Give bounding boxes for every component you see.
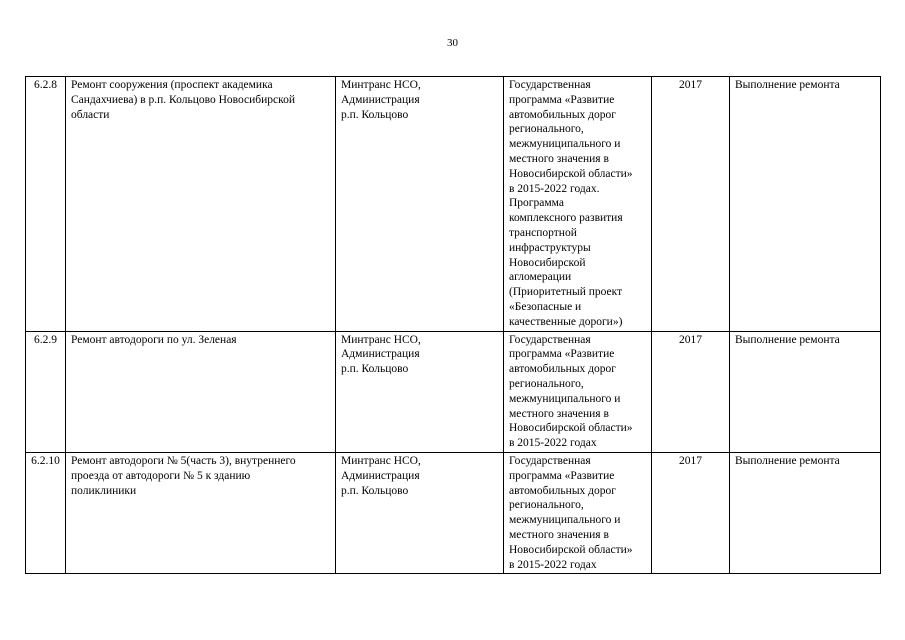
program-line: автомобильных дорог [509,484,616,497]
program-line: качественные дороги») [509,315,623,328]
program-line: межмуниципального и [509,392,621,405]
program-line: Программа [509,197,564,210]
program-line: агломерации [509,271,572,284]
executor-line: Администрация [341,469,420,482]
measures-table [25,76,881,574]
item-number-cell: 6.2.8 [26,77,66,332]
executor-line: р.п. Кольцово [341,108,409,121]
executor-line: Администрация [341,93,420,106]
program-cell [504,452,652,573]
result-cell: Выполнение ремонта [730,452,881,573]
year-cell: 2017 [652,452,730,573]
program-line: программа «Развитие [509,348,615,361]
name-line: Ремонт автодороги по ул. Зеленая [71,333,237,346]
program-line: регионального, [509,123,584,136]
program-line: местного значения в [509,407,609,420]
page-number: 30 [447,37,458,49]
executor-line: Минтранс НСО, [341,333,421,346]
program-line: в 2015-2022 годах. [509,182,600,195]
name-line: области [71,108,110,121]
program-line: Государственная [509,333,591,346]
program-line: программа «Развитие [509,469,615,482]
measure-name-cell [66,77,336,332]
program-line: (Приоритетный проект [509,286,623,299]
measure-name-cell [66,452,336,573]
program-line: Государственная [509,454,591,467]
program-line: межмуниципального и [509,514,621,527]
program-line: местного значения в [509,528,609,541]
program-line: комплексного развития [509,212,623,225]
executor-line: Минтранс НСО, [341,79,421,91]
executor-line: р.п. Кольцово [341,484,409,497]
program-line: Новосибирской области» [509,543,633,556]
program-line: инфраструктуры [509,241,591,254]
program-line: Новосибирской области» [509,167,633,180]
program-line: автомобильных дорог [509,363,616,376]
result-cell: Выполнение ремонта [730,331,881,452]
executor-cell [336,331,504,452]
name-line: поликлиники [71,484,137,497]
executor-cell [336,452,504,573]
program-line: программа «Развитие [509,93,615,106]
program-line: межмуниципального и [509,138,621,151]
result-cell: Выполнение ремонта [730,77,881,332]
executor-cell [336,77,504,332]
measure-name-cell [66,331,336,452]
year-cell: 2017 [652,331,730,452]
executor-line: Минтранс НСО, [341,454,421,467]
program-line: в 2015-2022 годах [509,558,597,571]
program-line: Государственная [509,79,591,91]
name-line: проезда от автодороги № 5 к зданию [71,469,251,482]
name-line: Сандахчиева) в р.п. Кольцово Новосибирской [71,93,296,106]
table-row [26,77,881,332]
program-line: «Безопасные и [509,300,582,313]
executor-line: Администрация [341,348,420,361]
program-line: транспортной [509,226,577,239]
program-cell [504,331,652,452]
table-row [26,452,881,573]
program-cell [504,77,652,332]
program-line: Новосибирской [509,256,586,269]
item-number-cell: 6.2.10 [26,452,66,573]
program-line: Новосибирской области» [509,422,633,435]
program-line: автомобильных дорог [509,108,616,121]
executor-line: р.п. Кольцово [341,363,409,376]
program-line: местного значения в [509,152,609,165]
program-line: регионального, [509,377,584,390]
table-row [26,331,881,452]
name-line: Ремонт автодороги № 5(часть 3), внутреннего [71,454,296,467]
program-line: в 2015-2022 годах [509,437,597,450]
item-number-cell: 6.2.9 [26,331,66,452]
name-line: Ремонт сооружения (проспект академика [71,79,273,91]
year-cell: 2017 [652,77,730,332]
program-line: регионального, [509,499,584,512]
